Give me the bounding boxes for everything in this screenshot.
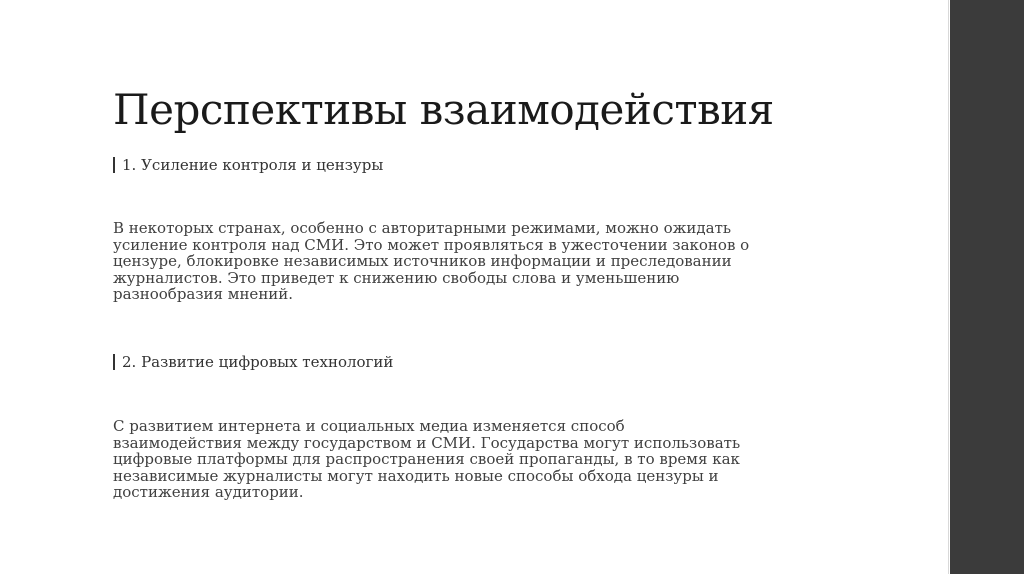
section-body-1: В некоторых странах, особенно с авторитарными режимами, можно ожидать усиление контроля над СМИ. Это может проявляться в ужесточении законов о цензуре, блокировке независимых источников информации и преследовании журналистов. Это приведет к снижению свободы слова и уменьшению разнообразия мнений. — [113, 219, 750, 303]
section-heading-2 — [113, 352, 393, 372]
slide-title: Перспективы взаимодействия — [113, 85, 774, 134]
side-bar — [950, 0, 1024, 574]
section-heading-2-text: 2. Развитие цифровых технологий — [122, 353, 394, 371]
heading-marker — [113, 157, 115, 173]
section-heading-1 — [113, 155, 383, 175]
section-body-2: С развитием интернета и социальных медиа изменяется способ взаимодействия между государством и СМИ. Государства могут использовать цифровые платформы для распространения своей пропаганды, в то время как независимые журналисты могут находить новые способы обхода цензуры и достижения аудитории. — [113, 417, 741, 501]
section-heading-1-text: 1. Усиление контроля и цензуры — [122, 156, 384, 174]
heading-marker — [113, 354, 115, 370]
